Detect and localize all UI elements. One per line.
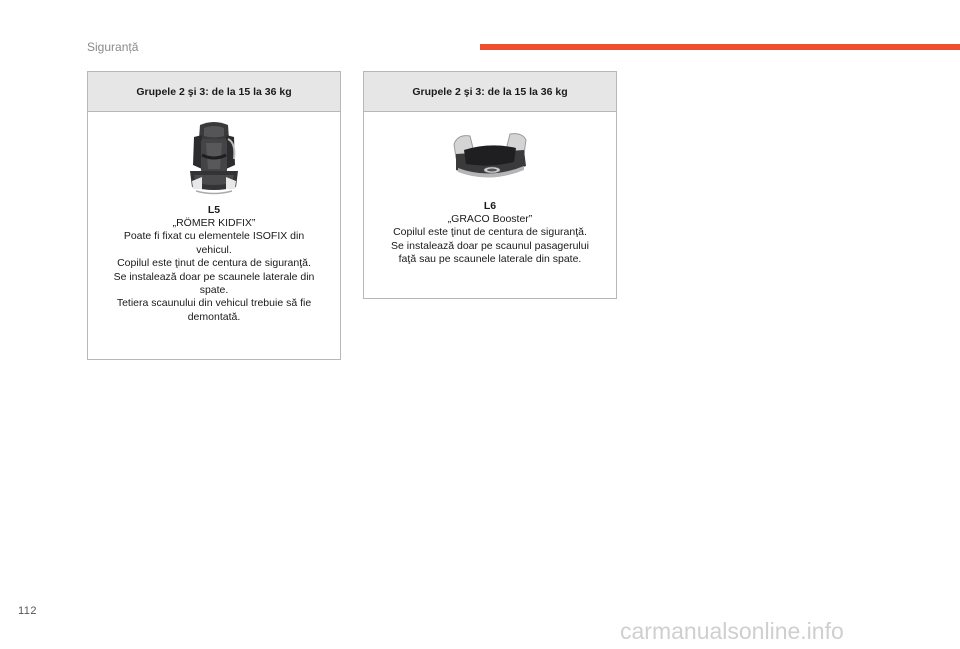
card-body — [364, 130, 616, 267]
seat-code: L6 — [483, 200, 497, 212]
seat-description: „RÖMER KIDFIX” Poate fi fixat cu elementele ISOFIX din vehicul. Copilul este ţinut de centura de siguranţă. Se instalează doar pe scaunele laterale din spate. Tetiera scaunului din vehicul trebuie să fie demontată. — [113, 217, 315, 323]
section-title: Siguranță — [87, 40, 139, 54]
seat-card-l5 — [87, 71, 341, 360]
booster-cushion-icon — [372, 130, 608, 192]
high-back-booster-seat-icon — [96, 119, 332, 196]
seat-code: L5 — [207, 204, 221, 216]
page-number: 112 — [18, 605, 38, 617]
watermark: carmanualsonline.info — [620, 618, 844, 644]
seat-card-l6 — [363, 71, 617, 299]
card-header: Grupele 2 şi 3: de la 15 la 36 kg — [364, 72, 616, 112]
seat-description: „GRACO Booster” Copilul este ţinut de centura de siguranţă. Se instalează doar pe scaunul pasagerului faţă sau pe scaunele laterale din spate. — [391, 213, 589, 266]
accent-bar — [480, 44, 960, 50]
card-header: Grupele 2 şi 3: de la 15 la 36 kg — [88, 72, 340, 112]
card-body — [88, 119, 340, 324]
